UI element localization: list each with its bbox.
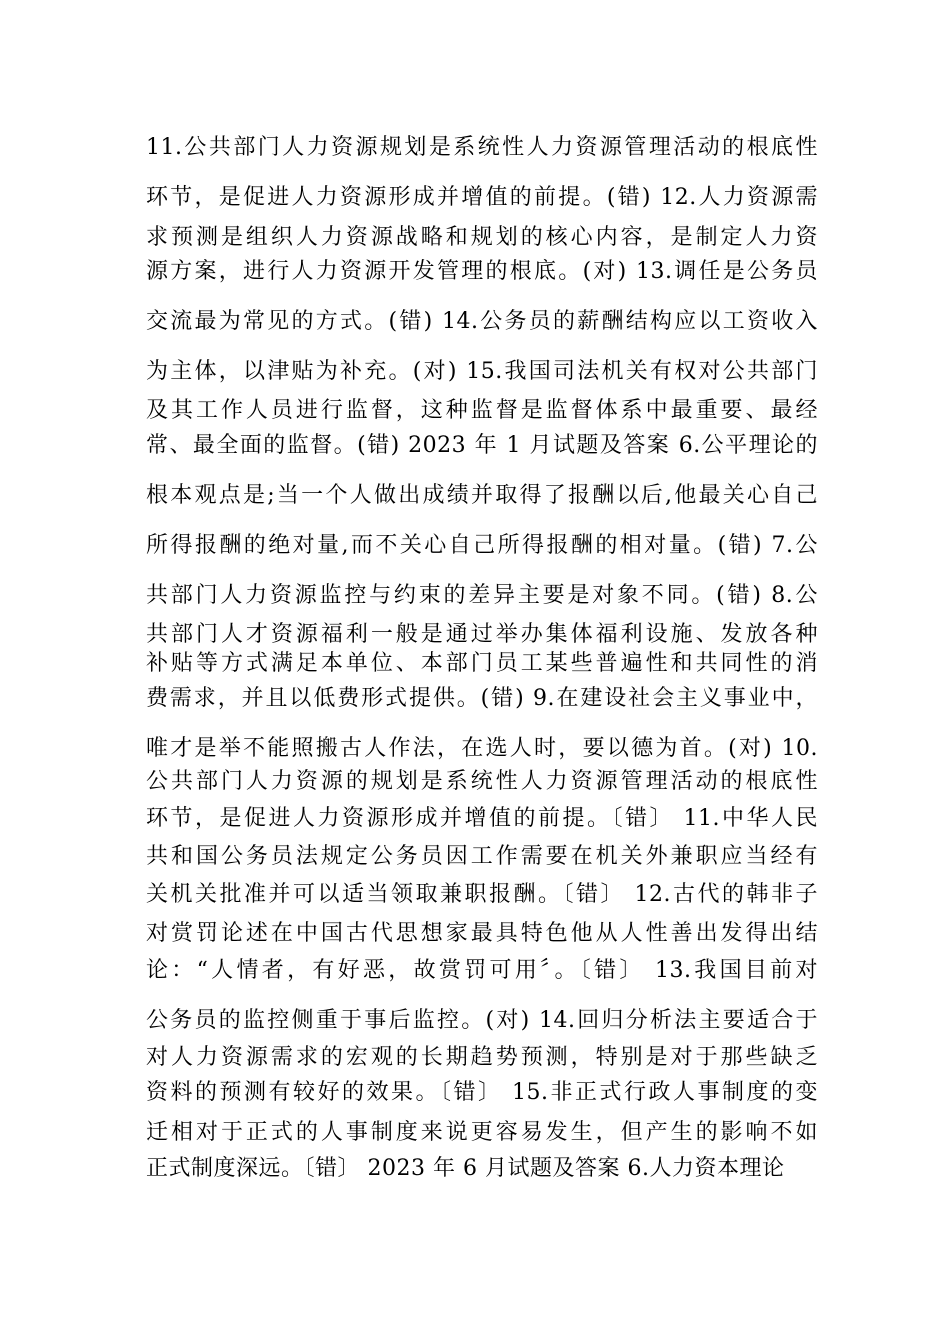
text-line: 环节，是促进人力资源形成并增值的前提。〔错〕 11.中华人民 — [146, 806, 818, 831]
text-line: 论：“人情者，有好恶，故赏罚可用〞。〔错〕 13.我国目前对 — [146, 958, 818, 983]
text-line: 正式制度深远。〔错〕 2023 年 6 月试题及答案 6.人力资本理论 — [146, 1156, 785, 1181]
text-line: 对赏罚论述在中国古代思想家最具特色他从人性善出发得出结 — [146, 921, 818, 946]
text-line: 为主体，以津贴为补充。(对) 15.我国司法机关有权对公共部门 — [146, 359, 818, 384]
text-line: 唯才是举不能照搬古人作法，在选人时，要以德为首。(对) 10. — [146, 736, 818, 761]
text-line: 公务员的监控侧重于事后监控。(对) 14.回归分析法主要适合于 — [146, 1008, 818, 1033]
text-line: 求预测是组织人力资源战略和规划的核心内容，是制定人力资 — [146, 225, 818, 250]
text-line: 常、最全面的监督。(错) 2023 年 1 月试题及答案 6.公平理论的 — [146, 433, 818, 458]
text-line: 对人力资源需求的宏观的长期趋势预测，特别是对于那些缺乏 — [146, 1045, 818, 1070]
text-line: 根本观点是;当一个人做出成绩并取得了报酬以后,他最关心自己 — [146, 483, 818, 508]
text-line: 共部门人才资源福利一般是通过举办集体福利设施、发放各种 — [146, 622, 818, 647]
text-line: 源方案，进行人力资源开发管理的根底。(对) 13.调任是公务员 — [146, 259, 818, 284]
text-line: 及其工作人员进行监督，这种监督是监督体系中最重要、最经 — [146, 398, 818, 423]
text-line: 共和国公务员法规定公务员因工作需要在机关外兼职应当经有 — [146, 844, 818, 869]
text-line: 环节，是促进人力资源形成并增值的前提。(错) 12.人力资源需 — [146, 185, 818, 210]
text-line: 资料的预测有较好的效果。〔错〕 15.非正式行政人事制度的变 — [146, 1080, 818, 1105]
text-line: 补贴等方式满足本单位、本部门员工某些普遍性和共同性的消 — [146, 651, 818, 676]
text-line: 公共部门人力资源的规划是系统性人力资源管理活动的根底性 — [146, 769, 818, 794]
text-line: 关机关批准并可以适当领取兼职报酬。〔错〕 12.古代的韩非子 — [146, 882, 818, 907]
text-line: 迁相对于正式的人事制度来说更容易发生，但产生的影响不如 — [146, 1120, 818, 1145]
text-line: 共部门人力资源监控与约束的差异主要是对象不同。(错) 8.公 — [146, 583, 818, 608]
text-line: 所得报酬的绝对量,而不关心自己所得报酬的相对量。(错) 7.公 — [146, 533, 818, 558]
text-line: 费需求，并且以低费形式提供。(错) 9.在建设社会主义事业中， — [146, 686, 818, 711]
text-line: 11.公共部门人力资源规划是系统性人力资源管理活动的根底性 — [146, 135, 818, 160]
text-line: 交流最为常见的方式。(错) 14.公务员的薪酬结构应以工资收入 — [146, 309, 818, 334]
